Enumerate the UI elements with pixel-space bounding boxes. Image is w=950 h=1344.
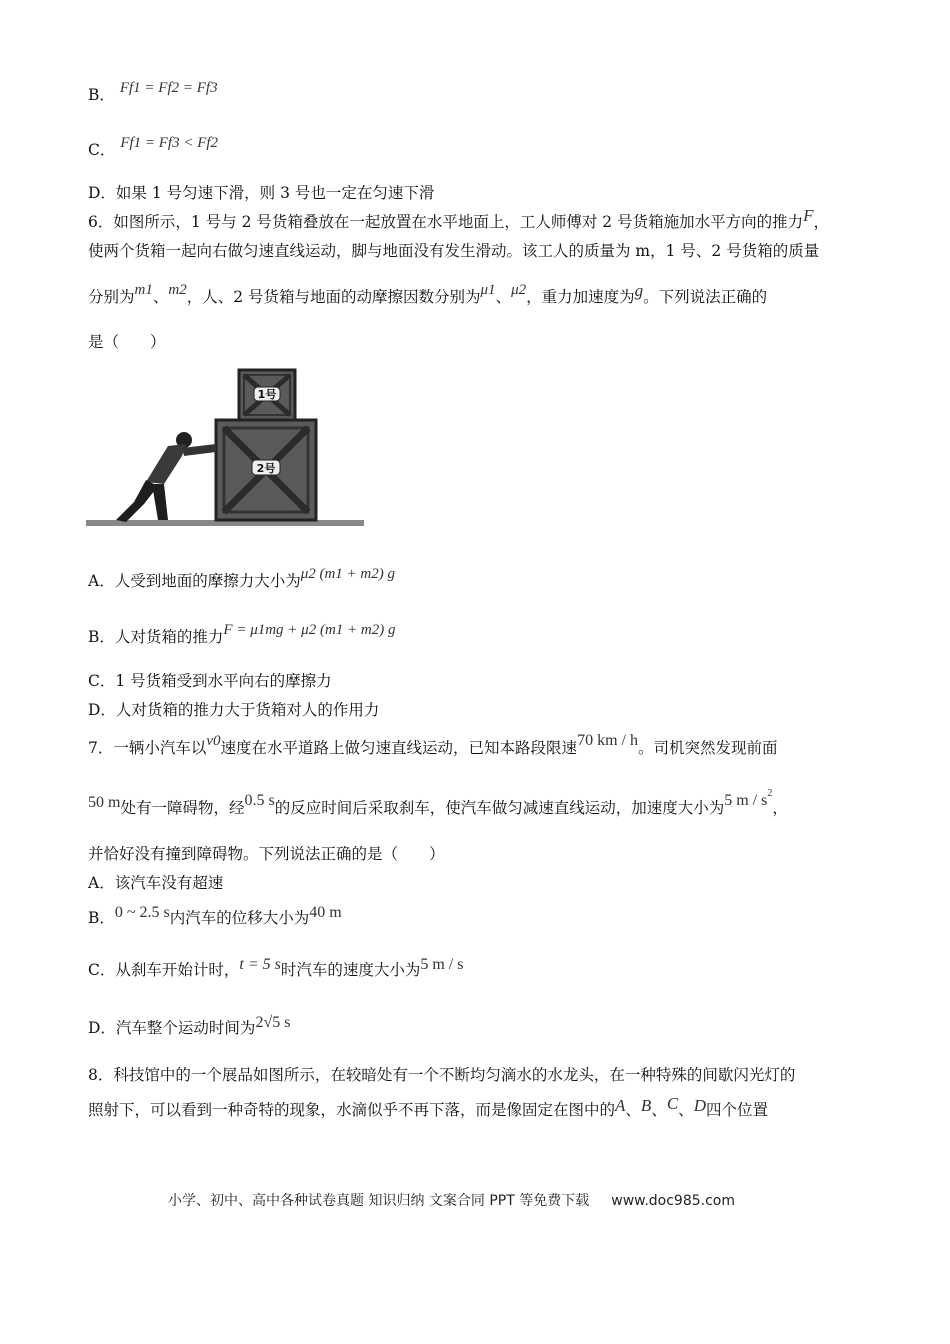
worker-figure bbox=[116, 432, 216, 522]
var-mu1: μ1 bbox=[480, 282, 496, 298]
formula: Ff1 = Ff2 = Ff3 bbox=[119, 80, 218, 96]
text: 四个位置 bbox=[705, 1101, 768, 1119]
text: ，人、2 号货箱与地面的动摩擦因数分别为 bbox=[186, 288, 481, 306]
q8-stem-line1: 8．科技馆中的一个展品如图所示，在较暗处有一个不断均匀滴水的水龙头，在一种特殊的间歇闪光灯的 bbox=[88, 1066, 796, 1084]
var-g: g bbox=[634, 281, 644, 300]
text: ， bbox=[813, 213, 829, 231]
text: 、 bbox=[495, 288, 512, 306]
value: 2√5 s bbox=[255, 1014, 291, 1031]
q8-stem-line2 bbox=[88, 1094, 768, 1121]
option-letter: C． bbox=[88, 141, 116, 159]
point-C: C bbox=[666, 1094, 679, 1113]
q7-stem-line1 bbox=[88, 732, 778, 760]
point-B: B bbox=[640, 1096, 652, 1115]
q7-stem-line2 bbox=[88, 788, 788, 822]
distance: 50 m bbox=[88, 794, 121, 811]
var-m2: m2 bbox=[168, 282, 187, 298]
q5-option-c bbox=[88, 135, 219, 162]
q7-option-c bbox=[88, 956, 464, 982]
formula: μ2 (m1 + m2) g bbox=[300, 566, 396, 582]
q7-stem-line3: 并恰好没有撞到障碍物。下列说法正确的是（ ） bbox=[88, 845, 445, 863]
reaction-time: 0.5 s bbox=[244, 792, 275, 809]
q6-option-d: D．人对货箱的推力大于货箱对人的作用力 bbox=[88, 701, 380, 719]
speed-limit: 70 km / h bbox=[577, 732, 638, 749]
text: 。司机突然发现前面 bbox=[637, 739, 778, 757]
text: 7．一辆小汽车以 bbox=[88, 739, 207, 757]
text: 、 bbox=[651, 1101, 667, 1119]
option-letter: B． bbox=[88, 909, 115, 927]
text: C．从刹车开始计时， bbox=[88, 961, 240, 979]
text: 、 bbox=[625, 1101, 641, 1119]
q6-stem-line1 bbox=[88, 206, 829, 233]
q6-option-c: C．1 号货箱受到水平向右的摩擦力 bbox=[88, 672, 332, 690]
text: B．人对货箱的推力 bbox=[88, 628, 224, 646]
box-2-label: 2号 bbox=[256, 462, 276, 475]
box-2 bbox=[216, 420, 316, 520]
text: 速度在水平道路上做匀速直线运动，已知本路段限速 bbox=[220, 739, 578, 757]
acceleration bbox=[724, 788, 773, 809]
text: 时汽车的速度大小为 bbox=[280, 961, 421, 979]
box-1-label: 1号 bbox=[257, 388, 277, 401]
text: D．汽车整个运动时间为 bbox=[88, 1019, 256, 1037]
time: t = 5 s bbox=[239, 956, 281, 973]
text: 的反应时间后采取刹车，使汽车做匀减速直线运动，加速度大小为 bbox=[274, 799, 725, 817]
exponent: 2 bbox=[767, 788, 773, 799]
formula: Ff1 = Ff3 < Ff2 bbox=[120, 135, 219, 151]
footer-url[interactable]: www.doc985.com bbox=[611, 1193, 735, 1209]
box-1 bbox=[239, 370, 295, 420]
q6-option-b bbox=[88, 622, 396, 649]
q6-stem-line4: 是（ ） bbox=[88, 333, 166, 351]
text: ， bbox=[772, 799, 788, 817]
text: 照射下，可以看到一种奇特的现象，水滴似乎不再下落，而是像固定在图中的 bbox=[88, 1101, 616, 1119]
var-F: F bbox=[803, 206, 814, 225]
text: 内汽车的位移大小为 bbox=[169, 909, 310, 927]
q7-option-b bbox=[88, 904, 342, 930]
formula: F = μ1mg + μ2 (m1 + m2) g bbox=[223, 622, 396, 638]
text: 分别为 bbox=[88, 288, 135, 306]
interval: 0 ~ 2.5 s bbox=[114, 904, 170, 921]
var-mu2: μ2 bbox=[511, 282, 527, 298]
text: 处有一障碍物，经 bbox=[120, 799, 245, 817]
q6-stem-line2: 使两个货箱一起向右做匀速直线运动，脚与地面没有发生滑动。该工人的质量为 m，1 号、2 号货箱的质量 bbox=[88, 242, 820, 260]
text: A．人受到地面的摩擦力大小为 bbox=[88, 572, 301, 590]
q5-option-d: D．如果 1 号匀速下滑，则 3 号也一定在匀速下滑 bbox=[88, 184, 435, 202]
text: 。下列说法正确的 bbox=[643, 288, 768, 306]
value: 5 m / s bbox=[420, 956, 464, 973]
acceleration-value: 5 m / s bbox=[724, 792, 768, 809]
page-footer bbox=[168, 1190, 735, 1210]
text: ，重力加速度为 bbox=[526, 288, 635, 306]
point-D: D bbox=[693, 1096, 706, 1115]
var-m1: m1 bbox=[134, 282, 153, 298]
q6-stem-line3 bbox=[88, 281, 768, 309]
q7-option-a: A．该汽车没有超速 bbox=[88, 874, 224, 892]
q6-option-a bbox=[88, 566, 396, 593]
option-letter: B． bbox=[88, 86, 115, 104]
point-A: A bbox=[615, 1096, 626, 1115]
footer-text: 小学、初中、高中各种试卷真题 知识归纳 文案合同 PPT 等免费下载 bbox=[168, 1193, 590, 1209]
q7-option-d bbox=[88, 1014, 291, 1040]
text: 6．如图所示，1 号与 2 号货箱叠放在一起放置在水平地面上，工人师傅对 2 号货箱施加水平方向的推力 bbox=[88, 213, 804, 231]
value: 40 m bbox=[309, 904, 342, 921]
text: 、 bbox=[152, 288, 169, 306]
boxes-figure bbox=[86, 364, 368, 530]
var-v0: v0 bbox=[206, 733, 221, 749]
q5-option-b bbox=[88, 80, 218, 107]
text: 、 bbox=[678, 1101, 694, 1119]
